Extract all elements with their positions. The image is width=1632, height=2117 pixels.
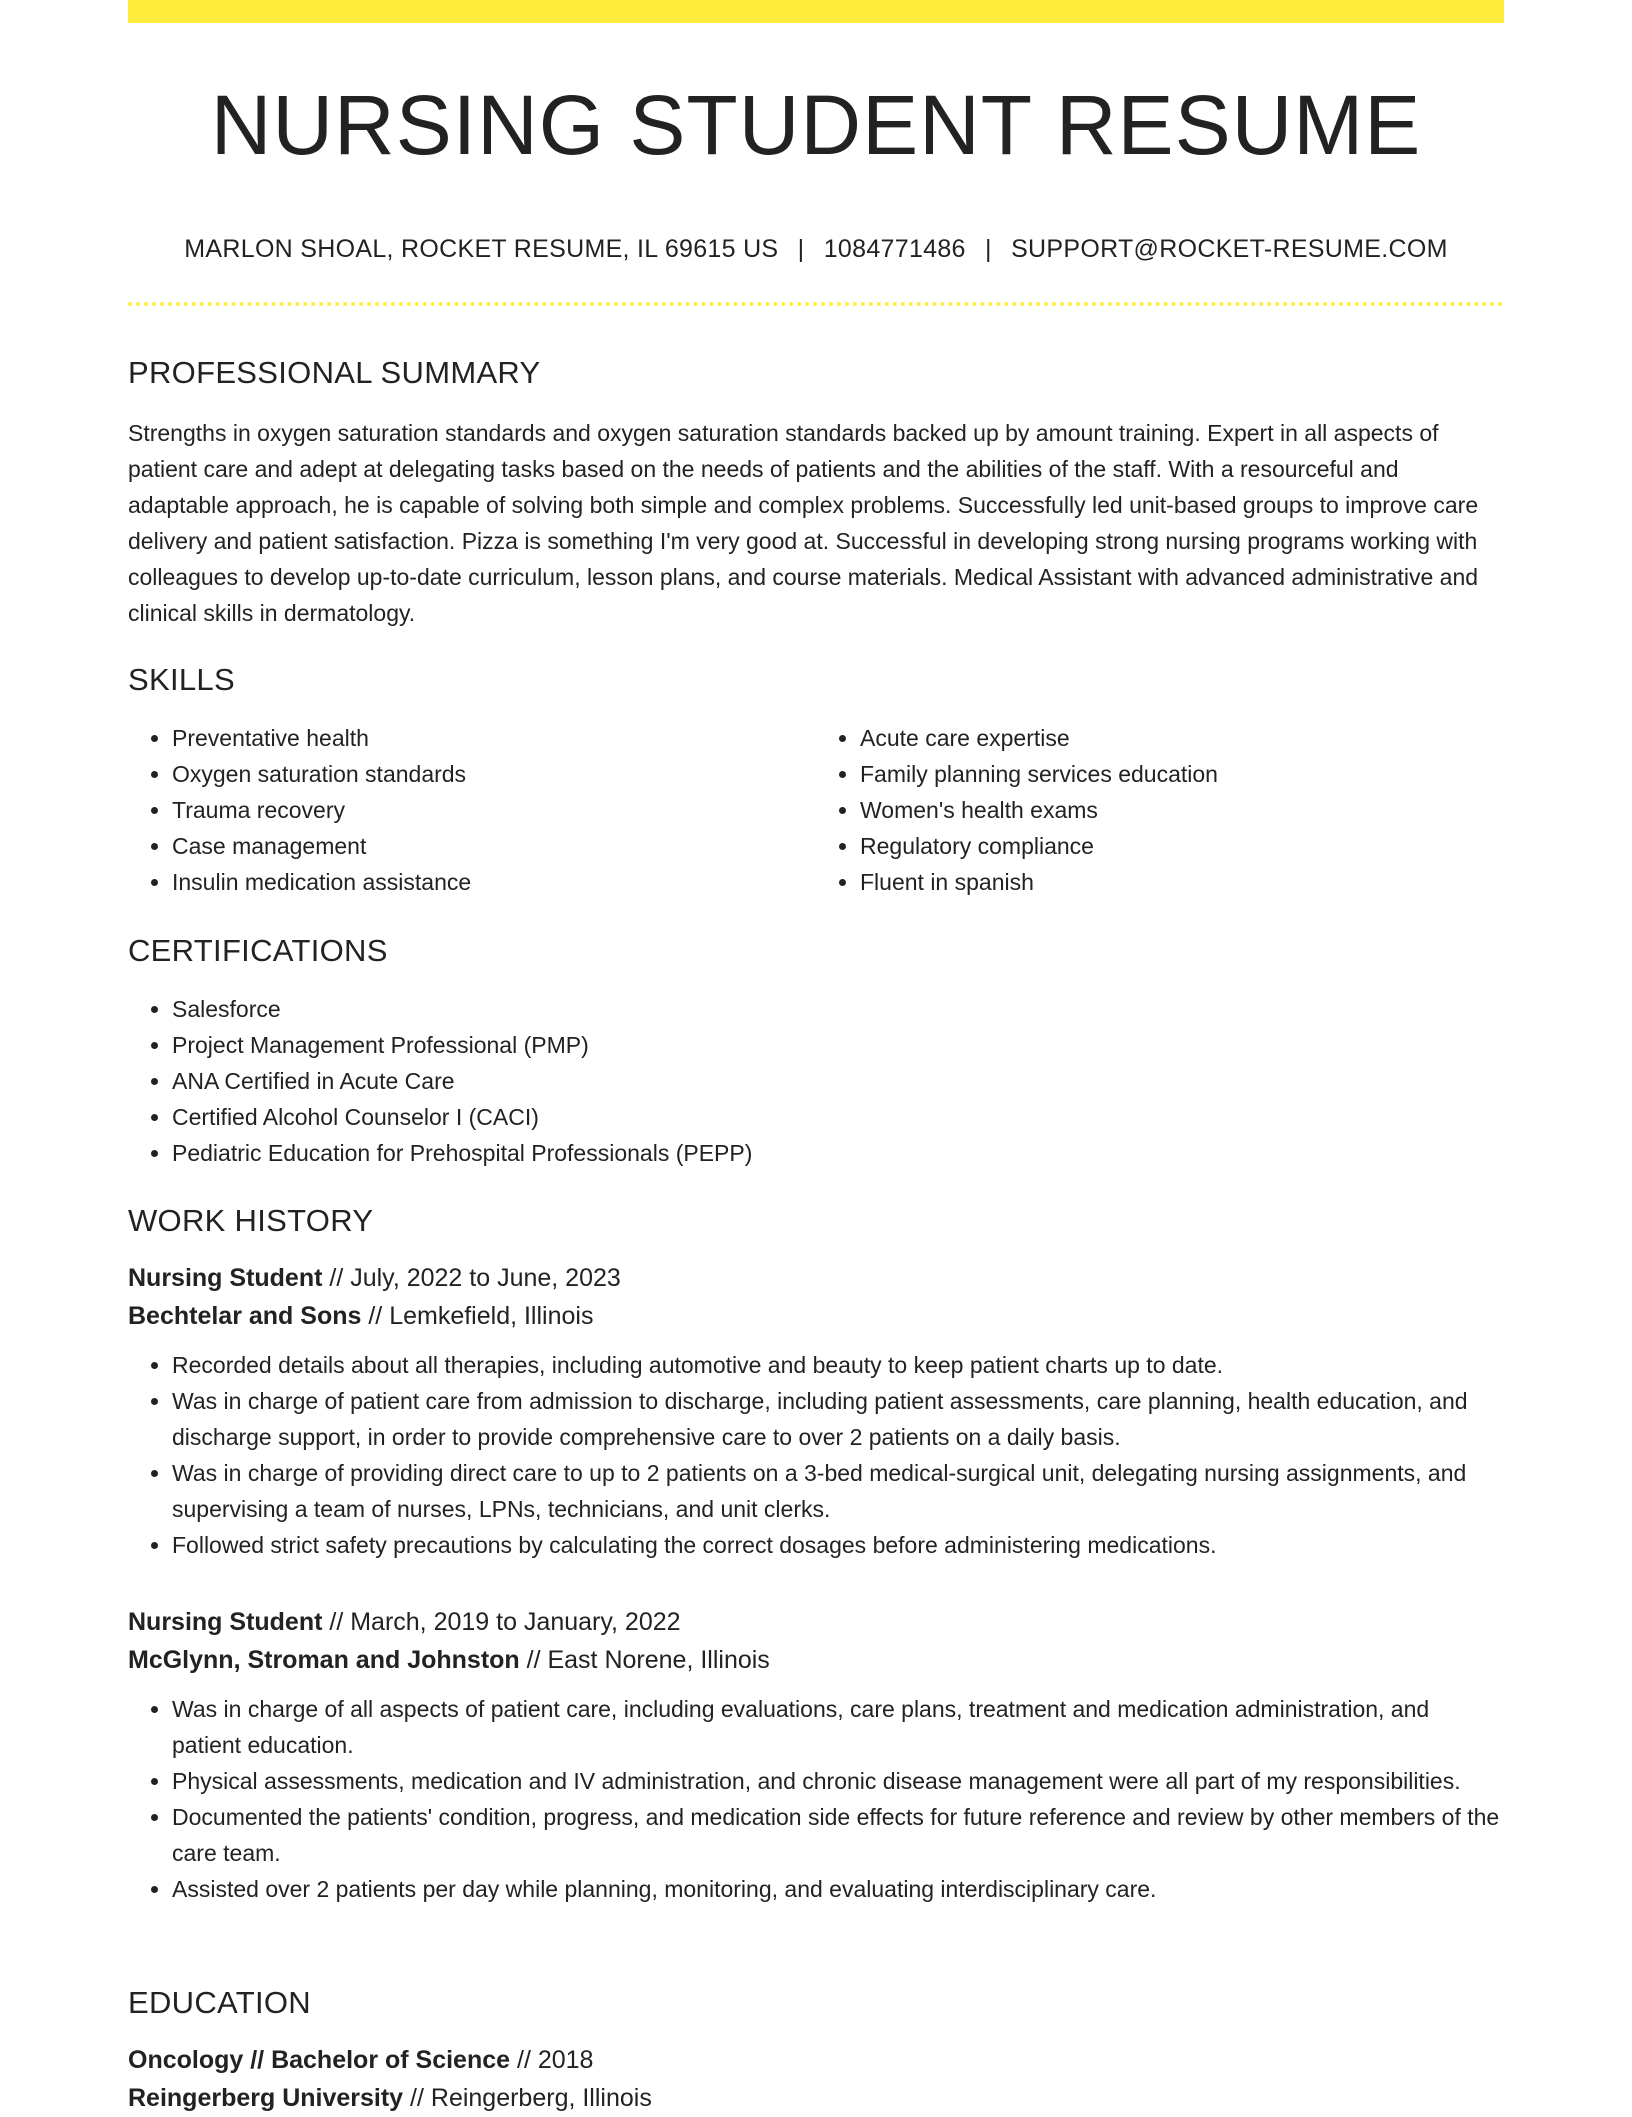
education-school: Reingerberg University (128, 2084, 404, 2112)
header-divider (128, 302, 1504, 306)
contact-separator: | (797, 235, 805, 263)
job-location: // Lemkefield, Illinois (368, 1302, 594, 1330)
skill-item: • Case management (172, 828, 816, 864)
skill-item: • Family planning services education (860, 756, 1504, 792)
job-bullet: • Followed strict safety precautions by calculating the correct dosages before administering medications. (172, 1527, 1504, 1563)
job-bullet: • Was in charge of all aspects of patient care, including evaluations, care plans, treatment and medication administration, and patient education. (172, 1691, 1504, 1763)
contact-phone: 1084771486 (823, 235, 966, 263)
skill-item: • Regulatory compliance (860, 828, 1504, 864)
certification-item: • Salesforce (172, 991, 1504, 1027)
job-bullet: • Was in charge of providing direct care to up to 2 patients on a 3-bed medical-surgical unit, delegating nursing assignments, and supervising a team of nurses, LPNs, technicians, and unit clerks. (172, 1455, 1504, 1527)
summary-text: Strengths in oxygen saturation standards and oxygen saturation standards backed up by amount training. Expert in all aspects of patient care and adept at delegating tasks based on the needs of patients and the abilities of the staff. With a resourceful and adaptable approach, he is capable of solving both simple and complex problems. Successfully led unit-based groups to improve care delivery and patient satisfaction. Pizza is something I'm very good at. Successful in developing strong nursing programs working with colleagues to develop up-to-date curriculum, lesson plans, and course materials. Medical Assistant with advanced administrative and clinical skills in dermatology. (128, 420, 1479, 626)
job-title-line (128, 1259, 1504, 1297)
resume-title: NURSING STUDENT RESUME (210, 78, 1422, 172)
contact-info (128, 235, 1504, 264)
skill-item: • Women's health exams (860, 792, 1504, 828)
job-bullet: • Assisted over 2 patients per day while planning, monitoring, and evaluating interdisciplinary care. (172, 1871, 1504, 1907)
job-bullets (128, 1347, 1504, 1563)
certification-item: • Pediatric Education for Prehospital Professionals (PEPP) (172, 1135, 1504, 1171)
education-location: // Reingerberg, Illinois (410, 2084, 652, 2112)
skill-item: • Oxygen saturation standards (172, 756, 816, 792)
skills-grid (128, 720, 1504, 900)
job-bullet: • Recorded details about all therapies, including automotive and beauty to keep patient charts up to date. (172, 1347, 1504, 1383)
job-bullet: • Was in charge of patient care from admission to discharge, including patient assessments, care planning, health education, and discharge support, in order to provide comprehensive care to over 2 patients on a daily basis. (172, 1383, 1504, 1455)
top-accent-bar (128, 0, 1504, 23)
contact-email: SUPPORT@ROCKET-RESUME.COM (1011, 235, 1448, 263)
job-dates: // March, 2019 to January, 2022 (329, 1608, 681, 1636)
job-company: Bechtelar and Sons (128, 1302, 362, 1330)
certification-item: • Project Management Professional (PMP) (172, 1027, 1504, 1063)
education-year: // 2018 (517, 2046, 594, 2074)
education-degree-line (128, 2041, 1504, 2079)
skill-item: • Acute care expertise (860, 720, 1504, 756)
job-company: McGlynn, Stroman and Johnston (128, 1646, 520, 1674)
job-bullet: • Physical assessments, medication and IV administration, and chronic disease management were all part of my responsibilities. (172, 1763, 1504, 1799)
skill-item: • Fluent in spanish (860, 864, 1504, 900)
job-company-line (128, 1641, 1504, 1679)
skill-item: • Trauma recovery (172, 792, 816, 828)
job-entry (128, 1259, 1504, 1563)
work-history-section (128, 1203, 1504, 1907)
section-heading: PROFESSIONAL SUMMARY (128, 355, 541, 390)
resume-page (128, 0, 1504, 2112)
skills-list-right (816, 720, 1504, 900)
job-company-line (128, 1297, 1504, 1335)
skill-item: • Preventative health (172, 720, 816, 756)
skills-list-left (128, 720, 816, 900)
section-heading: EDUCATION (128, 1985, 311, 2020)
skill-item: • Insulin medication assistance (172, 864, 816, 900)
job-title-line (128, 1603, 1504, 1641)
certifications-list (128, 991, 1504, 1171)
job-title: Nursing Student (128, 1608, 323, 1636)
job-location: // East Norene, Illinois (526, 1646, 770, 1674)
section-heading: WORK HISTORY (128, 1203, 374, 1238)
section-heading: SKILLS (128, 662, 235, 697)
job-title: Nursing Student (128, 1264, 323, 1292)
job-dates: // July, 2022 to June, 2023 (329, 1264, 621, 1292)
skills-section (128, 662, 1504, 900)
job-bullets (128, 1691, 1504, 1907)
job-entry (128, 1603, 1504, 1907)
contact-separator: | (985, 235, 992, 263)
education-entry (128, 2041, 1504, 2117)
certifications-section (128, 933, 1504, 1171)
education-school-line (128, 2079, 1504, 2117)
section-heading: CERTIFICATIONS (128, 933, 388, 968)
job-bullet: • Documented the patients' condition, progress, and medication side effects for future reference and review by other members of the care team. (172, 1799, 1504, 1871)
certification-item: • Certified Alcohol Counselor I (CACI) (172, 1099, 1504, 1135)
education-degree: Oncology // Bachelor of Science (128, 2046, 511, 2074)
contact-address: MARLON SHOAL, ROCKET RESUME, IL 69615 US (184, 235, 779, 263)
professional-summary-section (128, 355, 1504, 631)
education-section (128, 1985, 1504, 2117)
certification-item: • ANA Certified in Acute Care (172, 1063, 1504, 1099)
